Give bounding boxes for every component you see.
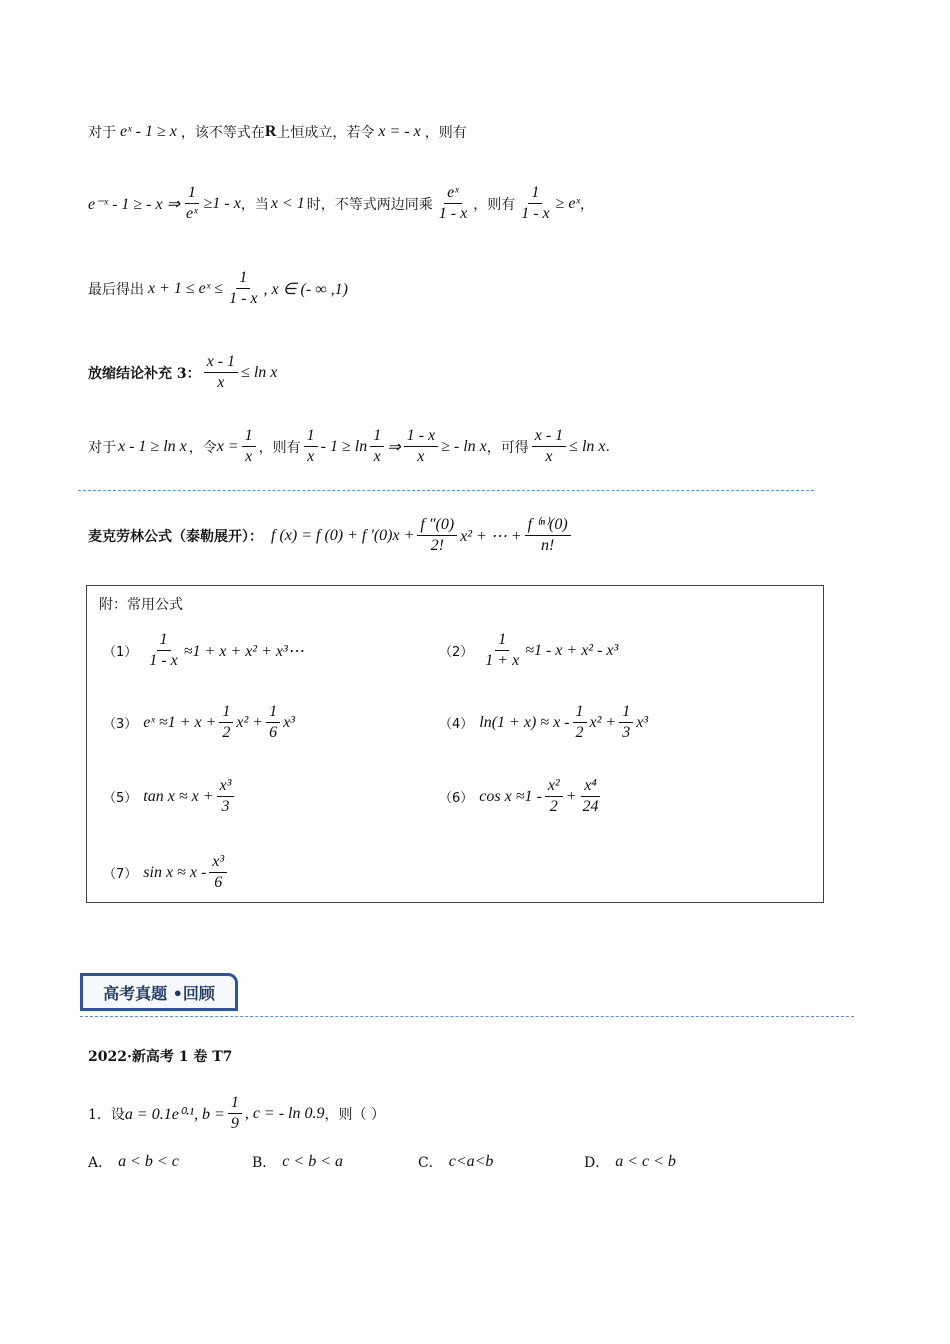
paragraph-1	[88, 122, 467, 142]
p2-lhs: e⁻ˣ - 1 ≥ - x ⇒	[88, 195, 181, 213]
paragraph-3	[88, 268, 348, 309]
p3-tail: , x ∈ (- ∞ ,1)	[263, 280, 348, 298]
question-1	[88, 1093, 385, 1134]
p1-R: R	[264, 123, 277, 140]
paragraph-2	[88, 183, 594, 224]
formula-1: （1） $\frac{1}{1 - x}$ ≈1 + x + x² + x³⋯	[103, 631, 304, 669]
p2-end: ，	[580, 196, 595, 213]
p5-t1: ，令	[188, 439, 217, 456]
p1-expr1: eˣ - 1 ≥ x	[120, 123, 177, 140]
maclaurin-frac2: $\frac{\text{f ⁽ⁿ⁾(0)}}{n!}$	[525, 515, 571, 556]
formula-4: （4） ln(1 + x) ≈ x - $\frac{1}{2}$ x² + $\frac{1}{3}$ x³	[439, 703, 649, 741]
p5-m2: ≥ - ln x	[441, 437, 487, 455]
option-b[interactable]: B． c < b < a	[252, 1153, 343, 1171]
box-caption: 附：常用公式	[99, 597, 183, 613]
option-a[interactable]: A． a < b < c	[88, 1153, 179, 1171]
q-expr: a = 0.1e⁰·¹, b =	[124, 1105, 225, 1123]
p1-suffix: ，则有	[424, 125, 467, 141]
p1-expr2: x = - x	[378, 123, 421, 140]
paragraph-5	[88, 426, 610, 467]
q-prefix: 1．设	[88, 1106, 125, 1123]
formula-6: （6） cos x ≈1 - $\frac{\text{x²}}{2}$ + $\frac{\text{x⁴}}{24}$	[439, 777, 599, 815]
formula-2: （2） $\frac{1}{1 + x}$ ≈1 - x + x² - x³	[439, 631, 619, 669]
p2-ge: ≥1 - x	[203, 194, 241, 212]
section-banner: 高考真题 •回顾	[80, 973, 238, 1011]
p5-t3: ，可得	[486, 439, 529, 456]
p4-title: 放缩结论补充 3：	[88, 365, 201, 382]
exam-source: 2022·新高考 1 卷 T7	[88, 1049, 233, 1065]
p5-m3: ≤ ln x	[569, 437, 606, 455]
option-d[interactable]: D． a < c < b	[584, 1153, 676, 1171]
paragraph-4	[88, 352, 277, 393]
maclaurin-expr: f (x) = f (0) + f ′(0)x +	[271, 526, 415, 544]
q-frac: $\frac{1}{9}$	[228, 1093, 242, 1134]
maclaurin-title: 麦克劳林公式（泰勒展开）：	[88, 528, 263, 545]
p2-text1: ，当	[240, 196, 269, 213]
p1-mid2: 上恒成立，若令	[276, 125, 375, 141]
p5-end: .	[605, 438, 610, 455]
p5-t2: ，则有	[258, 439, 301, 456]
maclaurin-frac1: $\frac{f ''(0)}{2!}$	[417, 515, 457, 556]
p5-imp: ⇒	[387, 438, 401, 456]
p2-cond: x < 1	[270, 194, 305, 212]
p4-frac: $\frac{x - 1}{x}$	[204, 352, 238, 393]
q-tail: , c = - ln 0.9	[244, 1104, 325, 1122]
p5-frac2: $\frac{1}{x}$	[304, 426, 318, 467]
p1-prefix: 对于	[88, 125, 116, 141]
p2-frac1: $\frac{1}{\text{eˣ}}$	[186, 184, 198, 222]
p5-expr: x - 1 ≥ ln x	[118, 437, 187, 455]
p3-frac: $\frac{1}{1 - x}$	[229, 269, 258, 307]
p5-frac3: $\frac{1}{x}$	[370, 426, 384, 467]
p3-expr: x + 1 ≤ eˣ ≤	[148, 279, 224, 297]
formula-5: （5） tan x ≈ x + $\frac{\text{x³}}{3}$	[103, 776, 237, 817]
p5-m1: - 1 ≥ ln	[320, 437, 368, 455]
option-c[interactable]: C． c<a<b	[418, 1153, 494, 1171]
divider-2	[80, 1016, 854, 1017]
p5-prefix: 对于	[88, 439, 116, 456]
p5-xeq: x =	[216, 437, 239, 455]
q-end: ，则（ ）	[324, 1106, 385, 1123]
p2-frac3: $\frac{1}{1 - x}$	[521, 184, 550, 222]
formula-3: （3） eˣ ≈1 + x + $\frac{1}{2}$ x² + $\frac{1}{6}$ x³	[103, 703, 295, 741]
p4-tail: ≤ ln x	[241, 363, 278, 381]
divider-1	[78, 490, 814, 491]
p5-frac4: $\frac{1 - x}{x}$	[404, 426, 438, 467]
p2-rhs: ≥ eˣ	[555, 194, 581, 212]
p3-prefix: 最后得出	[88, 281, 144, 298]
p5-frac1: $\frac{1}{x}$	[242, 426, 256, 467]
p2-text2: 时，不等式两边同乘	[306, 196, 433, 213]
p5-frac5: $\frac{x - 1}{x}$	[532, 426, 566, 467]
formula-7: （7） sin x ≈ x - $\frac{\text{x³}}{6}$	[103, 852, 230, 893]
p1-mid: ，该不等式在	[180, 125, 265, 141]
p2-frac2: $\frac{\text{eˣ}}{1 - x}$	[438, 184, 468, 222]
common-formulas-box	[86, 585, 824, 903]
p2-text3: ，则有	[473, 196, 516, 213]
maclaurin-formula	[88, 515, 574, 556]
maclaurin-mid: x² + ⋯ +	[460, 527, 522, 545]
